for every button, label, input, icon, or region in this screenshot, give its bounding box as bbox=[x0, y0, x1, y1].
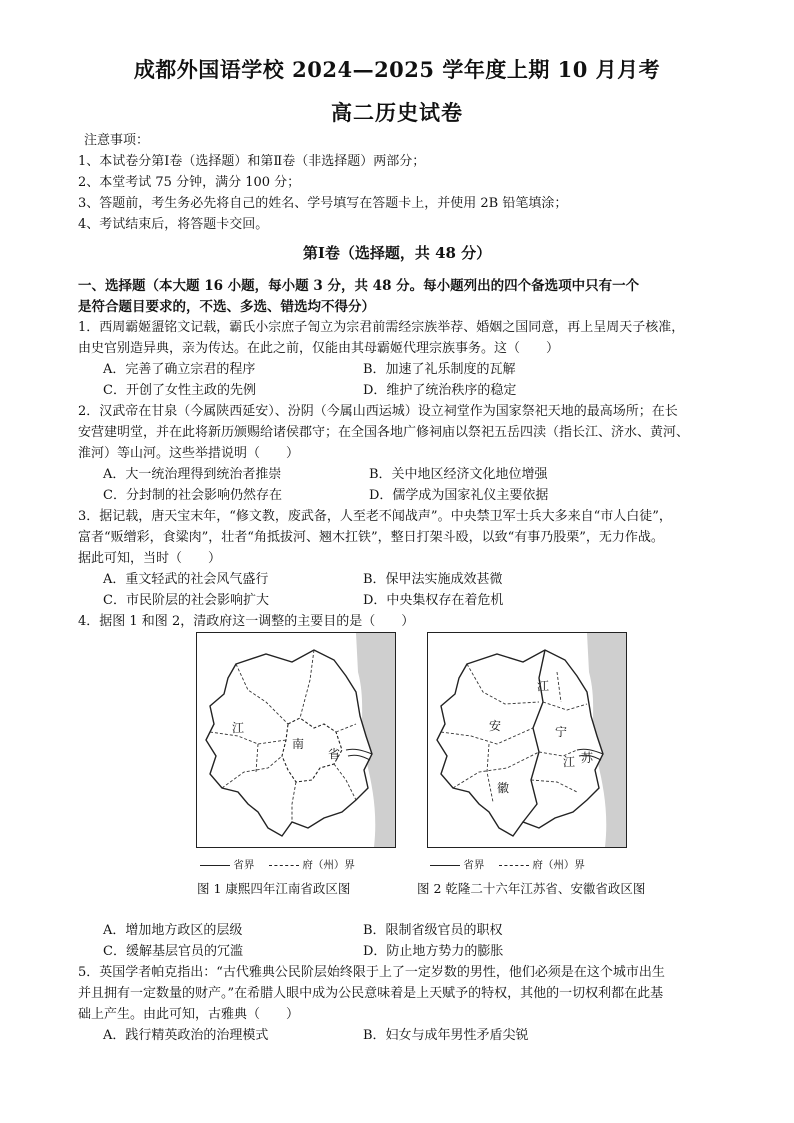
q5-stem-line-3: 础上产生。由此可知，古雅典（ ） bbox=[78, 1007, 300, 1022]
exam-title: 成都外国语学校 2024—2025 学年度上期 10 月月考 bbox=[133, 57, 661, 82]
q1-stem-line-2: 由史官别造异典，亲为传达。在此之前，仅能由其母霸姬代理宗族事务。这（ ） bbox=[78, 341, 560, 356]
q2-option-c[interactable]: C．分封制的社会影响仍然存在 bbox=[103, 488, 282, 503]
q5-option-a[interactable]: A．践行精英政治的治理模式 bbox=[103, 1028, 269, 1043]
section-instruction-1: 一、选择题（本大题 16 小题，每小题 3 分，共 48 分。每小题列出的四个备选项中只有一个 bbox=[78, 278, 640, 294]
figure-2-caption: 图 2 乾隆二十六年江苏省、安徽省政区图 bbox=[417, 881, 646, 896]
figure-2-legend: 省界 府（州）界 bbox=[430, 857, 585, 872]
q1-option-a[interactable]: A．完善了确立宗君的程序 bbox=[103, 362, 256, 377]
q4-option-a[interactable]: A．增加地方政区的层级 bbox=[103, 923, 243, 938]
figure-1-map bbox=[196, 632, 396, 848]
fig2-label-1: 江 bbox=[537, 679, 550, 693]
q2-option-d[interactable]: D．儒学成为国家礼仪主要依据 bbox=[369, 488, 549, 503]
q2-stem-line-3: 淮河）等山河。这些举措说明（ ） bbox=[78, 446, 300, 461]
fig2-label-5: 江 bbox=[563, 755, 576, 769]
q3-stem-line-2: 富者“贩缯彩，食粱肉”，壮者“角抵拔河、翘木扛铁”，整日打架斗殴，以致“有事乃股栗”，无力作战。 bbox=[78, 530, 664, 545]
q3-option-c[interactable]: C．市民阶层的社会影响扩大 bbox=[103, 593, 269, 608]
fig2-label-6: 徽 bbox=[497, 781, 510, 795]
figure-1-caption: 图 1 康熙四年江南省政区图 bbox=[197, 881, 351, 896]
q2-stem-line-2: 安营建明堂，并在此将新历颁赐给诸侯郡守；在全国各地广修祠庙以祭祀五岳四渎（指长江、济水、黄河、 bbox=[78, 425, 690, 440]
q5-option-b[interactable]: B．妇女与成年男性矛盾尖锐 bbox=[363, 1028, 529, 1043]
q3-option-b[interactable]: B．保甲法实施成效甚微 bbox=[363, 572, 503, 587]
notes-heading: 注意事项： bbox=[84, 133, 150, 148]
q2-stem-line-1: 2．汉武帝在甘泉（今属陕西延安）、汾阴（今属山西运城）设立祠堂作为国家祭祀天地的最高场所；在长 bbox=[78, 404, 678, 419]
exam-subtitle: 高二历史试卷 bbox=[331, 100, 463, 125]
q3-stem-line-3: 据此可知，当时（ ） bbox=[78, 551, 222, 566]
q4-stem-line-1: 4．据图 1 和图 2，清政府这一调整的主要目的是（ ） bbox=[78, 614, 415, 629]
fig1-label-3: 省 bbox=[328, 747, 341, 761]
q5-stem-line-2: 并且拥有一定数量的财产。”在希腊人眼中成为公民意味着是上天赋予的特权，其他的一切权利都在此基 bbox=[78, 986, 664, 1001]
fig2-label-4: 苏 bbox=[581, 751, 594, 765]
q2-option-b[interactable]: B．关中地区经济文化地位增强 bbox=[369, 467, 548, 482]
section-heading: 第Ⅰ卷（选择题，共 48 分） bbox=[302, 244, 492, 262]
figure-2-map bbox=[427, 632, 627, 848]
q1-option-d[interactable]: D．维护了统治秩序的稳定 bbox=[363, 383, 517, 398]
note-item-2: 2、本堂考试 75 分钟，满分 100 分； bbox=[78, 175, 301, 190]
fig2-label-3: 宁 bbox=[555, 725, 568, 739]
q3-option-d[interactable]: D．中央集权存在着危机 bbox=[363, 593, 504, 608]
q4-option-d[interactable]: D．防止地方势力的膨胀 bbox=[363, 944, 504, 959]
q5-stem-line-1: 5．英国学者帕克指出：“古代雅典公民阶层始终限于上了一定岁数的男性，他们必须是在这个城市出生 bbox=[78, 965, 665, 980]
q3-stem-line-1: 3．据记载，唐天宝末年，“修文教，废武备，人至老不闻战声”。中央禁卫军士兵大多来自“市人白徒”， bbox=[78, 509, 672, 524]
q2-option-a[interactable]: A．大一统治理得到统治者推崇 bbox=[103, 467, 282, 482]
q3-option-a[interactable]: A．重文轻武的社会风气盛行 bbox=[103, 572, 269, 587]
note-item-1: 1、本试卷分第Ⅰ卷（选择题）和第Ⅱ卷（非选择题）两部分； bbox=[78, 154, 426, 169]
q1-option-c[interactable]: C．开创了女性主政的先例 bbox=[103, 383, 256, 398]
q1-option-b[interactable]: B．加速了礼乐制度的瓦解 bbox=[363, 362, 516, 377]
figure-1-legend: 省界 府（州）界 bbox=[200, 857, 355, 872]
q4-option-c[interactable]: C．缓解基层官员的冗滥 bbox=[103, 944, 243, 959]
note-item-3: 3、答题前，考生务必先将自己的姓名、学号填写在答题卡上，并使用 2B 铅笔填涂； bbox=[78, 196, 568, 211]
fig1-label-2: 南 bbox=[292, 737, 305, 751]
section-instruction-2: 是符合题目要求的，不选、多选、错选均不得分） bbox=[78, 299, 375, 315]
fig2-label-2: 安 bbox=[489, 719, 502, 733]
fig1-label-1: 江 bbox=[232, 721, 245, 735]
q1-stem-line-1: 1．西周霸姬盨铭文记载，霸氏小宗庶子訇立为宗君前需经宗族举荐、婚姻之国同意，再上呈周天子核准， bbox=[78, 320, 685, 335]
note-item-4: 4、考试结束后，将答题卡交回。 bbox=[78, 217, 269, 232]
q4-option-b[interactable]: B．限制省级官员的职权 bbox=[363, 923, 503, 938]
